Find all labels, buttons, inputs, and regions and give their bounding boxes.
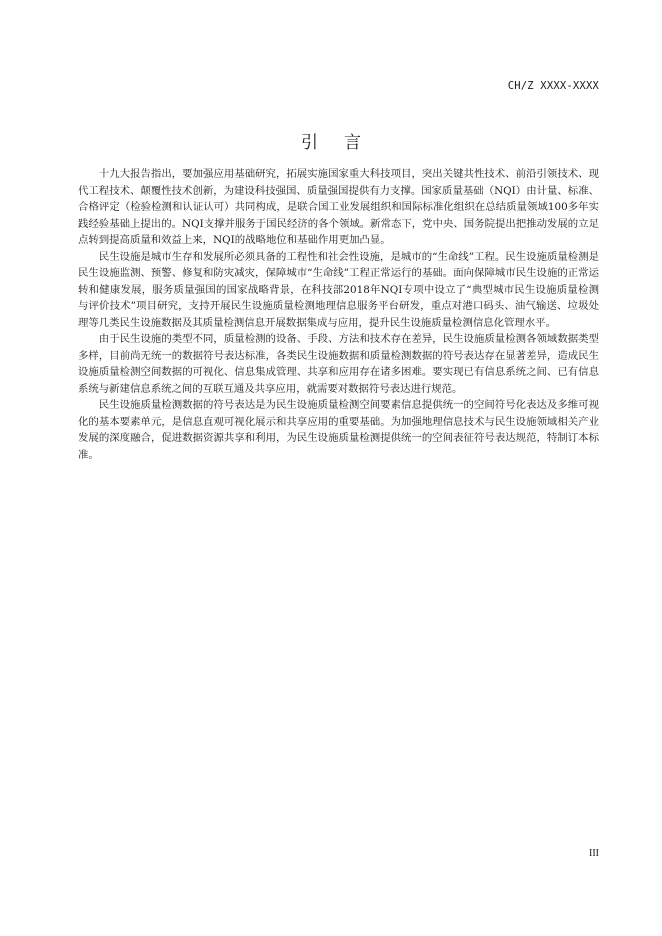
page-title: 引言 xyxy=(301,133,387,153)
document-code: CH/Z XXXX-XXXX xyxy=(507,80,599,92)
paragraph: 十九大报告指出，要加强应用基础研究，拓展实施国家重大科技项目，突出关键共性技术、前沿引领技术、现代工程技术、颠覆性技术创新，为建设科技强国、质量强国提供有力支撑。国家质量基础（NQI）由计量、标准、合格评定（检验检测和认证认可）共同构成，是联合国工业发展组织和国际标准化组织在总结质量领域100多年实践经验基础上提出的。NQI支撑并服务于国民经济的各个领域。新常态下，党中央、国务院提出把推动发展的立足点转到提高质量和效益上来，NQI的战略地位和基础作用更加凸显。 xyxy=(78,168,599,246)
paragraph: 民生设施质量检测数据的符号表达是为民生设施质量检测空间要素信息提供统一的空间符号化表达及多维可视化的基本要素单元，是信息直观可视化展示和共享应用的重要基础。为加强地理信息技术与民生设施领域相关产业发展的深度融合，促进数据资源共享和利用，为民生设施质量检测提供统一的空间表征符号表达规范，特制订本标准。 xyxy=(78,399,599,461)
paragraph: 由于民生设施的类型不同，质量检测的设备、手段、方法和技术存在差异，民生设施质量检测各领域数据类型多样，目前尚无统一的数据符号表达标准，各类民生设施数据和质量检测数据的符号表达存在显著差异，造成民生设施质量检测空间数据的可视化、信息集成管理、共享和应用存在诸多困难。要实现已有信息系统之间、已有信息系统与新建信息系统之间的互联互通及共享应用，就需要对数据符号表达进行规范。 xyxy=(78,333,599,395)
paragraph: 民生设施是城市生存和发展所必须具备的工程性和社会性设施，是城市的“生命线”工程。民生设施质量检测是民生设施监测、预警、修复和防灾减灾，保障城市“生命线”工程正常运行的基础。面向保障城市民生设施的正常运转和健康发展，服务质量强国的国家战略背景，在科技部2018年NQI专项中设立了“典型城市民生设施质量检测与评价技术”项目研究，支持开展民生设施质量检测地理信息服务平台研发，重点对港口码头、油气输送、垃圾处理等几类民生设施数据及其质量检测信息开展数据集成与应用，提升民生设施质量检测信息化管理水平。 xyxy=(78,250,599,329)
introduction-body xyxy=(78,166,599,463)
page-number: III xyxy=(589,848,599,859)
